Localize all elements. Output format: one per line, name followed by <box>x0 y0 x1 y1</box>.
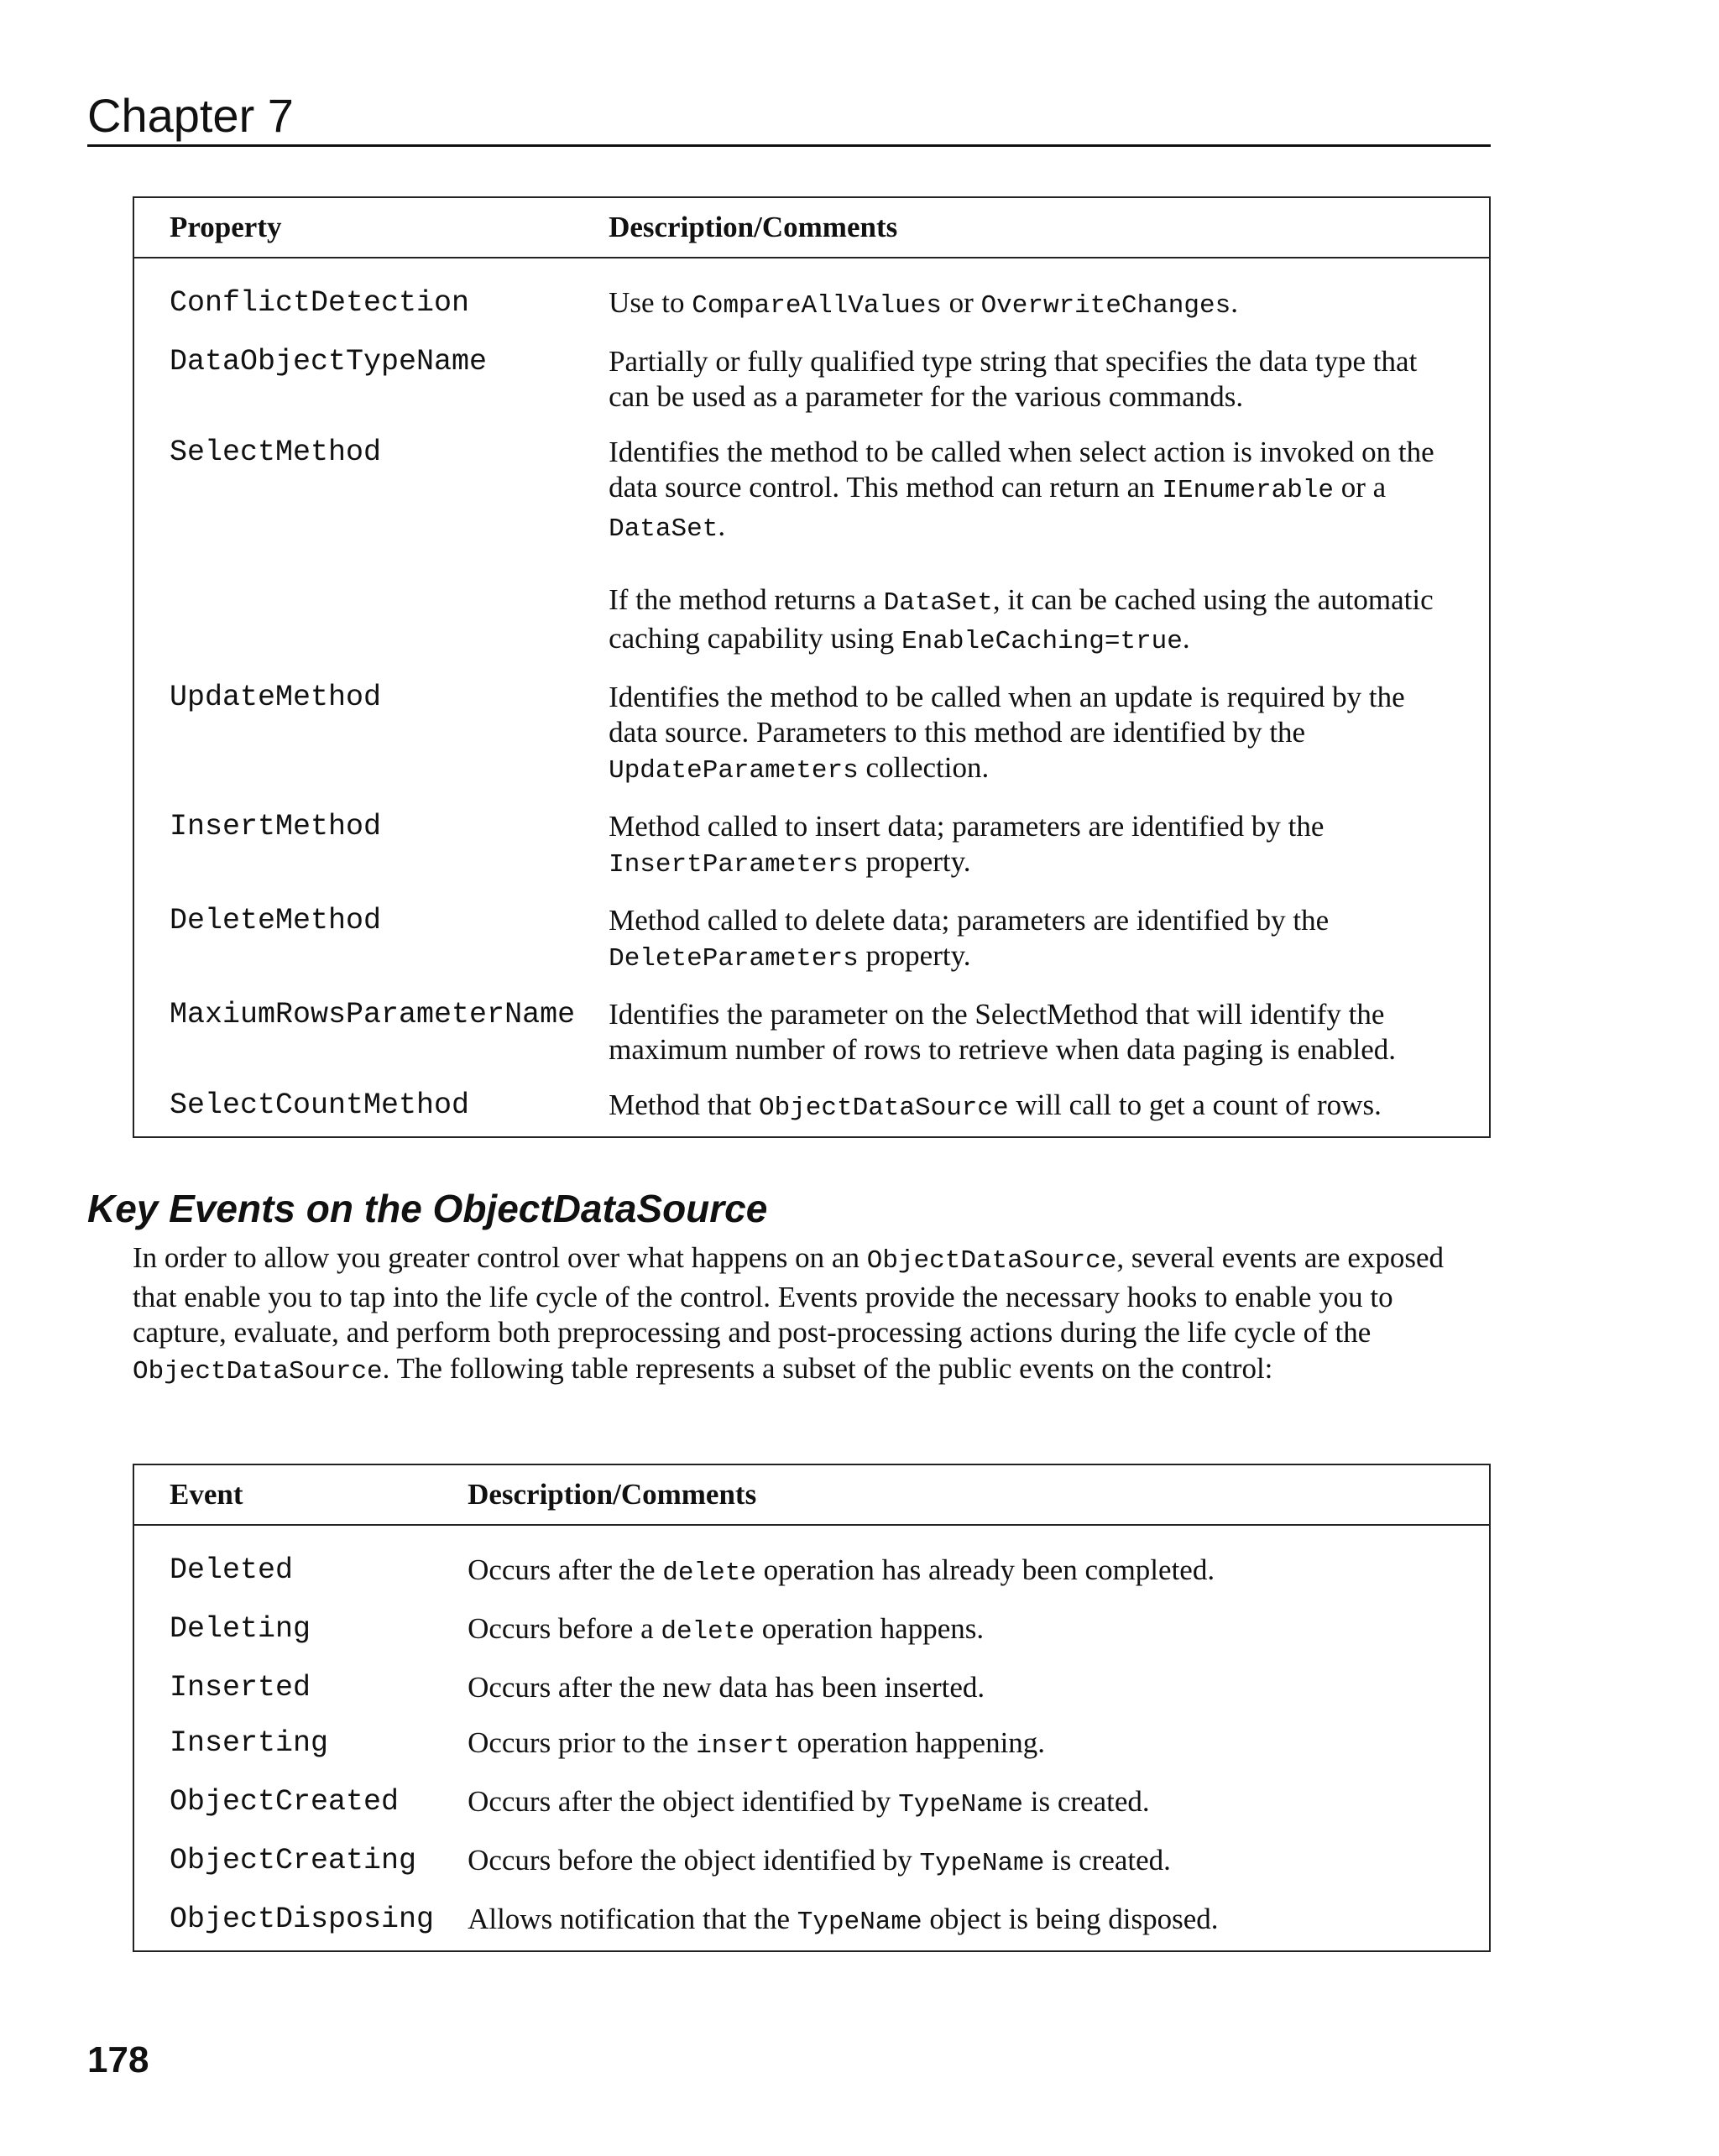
event-description: Occurs before a delete operation happens. <box>468 1612 985 1647</box>
chapter-header <box>87 84 1491 147</box>
table-row <box>133 997 1490 1088</box>
property-name: UpdateMethod <box>170 681 382 714</box>
column-header-description: Description/Comments <box>609 197 1490 258</box>
table-row <box>133 1843 1490 1902</box>
table-row <box>133 344 1490 435</box>
event-description: Occurs after the object identified by TypeName is created. <box>468 1785 1150 1819</box>
properties-table-header <box>133 197 1490 258</box>
property-name: ConflictDetection <box>170 286 470 320</box>
property-name: SelectMethod <box>170 436 382 469</box>
event-name: Deleting <box>170 1612 311 1646</box>
column-header-event: Event <box>133 1464 468 1525</box>
event-description: Occurs after the delete operation has already been completed. <box>468 1553 1215 1588</box>
event-description: Occurs prior to the insert operation happening. <box>468 1726 1046 1761</box>
property-description: Identifies the method to be called when select action is invoked on the data source control. This method can return an IEnumerable or a DataSet. If the method returns a DataSet, it can be cached using the automatic caching capability using EnableCaching=true. <box>609 435 1490 680</box>
property-description: Partially or fully qualified type string that specifies the data type that can be used as a parameter for the various commands. <box>609 345 1418 413</box>
table-row <box>133 258 1490 344</box>
property-description: Use to CompareAllValues or OverwriteChanges. <box>609 286 1238 321</box>
table-row <box>133 1611 1490 1670</box>
property-description: Method called to delete data; parameters are identified by the DeleteParameters property. <box>609 904 1330 974</box>
table-row <box>133 903 1490 997</box>
property-description: Identifies the method to be called when an update is required by the data source. Parameters to this method are identified by the UpdateParameters collection. <box>609 681 1405 786</box>
property-name: MaxiumRowsParameterName <box>170 998 576 1031</box>
event-description: Occurs before the object identified by TypeName is created. <box>468 1844 1171 1878</box>
column-header-description: Description/Comments <box>468 1464 1490 1525</box>
event-description: Occurs after the new data has been inserted. <box>468 1671 985 1704</box>
property-description: Method called to insert data; parameters are identified by the InsertParameters property. <box>609 810 1325 880</box>
body-paragraph: In order to allow you greater control over what happens on an ObjectDataSource, several events are exposed that enable you to tap into the life cycle of the control. Events provide the necessary hooks to enable you to capture, evaluate, and perform both preprocessing and post-processing actions during the life cycle of the ObjectDataSource. The following table represents a subset of the public events on the control: <box>133 1241 1445 1386</box>
event-name: Inserted <box>170 1671 311 1704</box>
table-row <box>133 1725 1490 1784</box>
table-row <box>133 435 1490 680</box>
properties-table <box>133 196 1491 1138</box>
event-name: Inserting <box>170 1726 329 1760</box>
table-row <box>133 1784 1490 1843</box>
property-description: Method that ObjectDataSource will call to get a count of rows. <box>609 1088 1382 1123</box>
property-description: Identifies the parameter on the SelectMethod that will identify the maximum number of rows to retrieve when data paging is enabled. <box>609 998 1397 1066</box>
table-row <box>133 1088 1490 1137</box>
event-name: ObjectCreating <box>170 1844 417 1877</box>
table-row <box>133 1525 1490 1611</box>
event-description: Allows notification that the TypeName object is being disposed. <box>468 1903 1219 1937</box>
section-heading: Key Events on the ObjectDataSource <box>87 1187 768 1230</box>
chapter-title: Chapter 7 <box>87 89 294 142</box>
property-description-note: If the method returns a DataSet, it can be cached using the automatic caching capability using EnableCaching=true. <box>609 583 1434 656</box>
property-name: InsertMethod <box>170 810 382 843</box>
property-name: SelectCountMethod <box>170 1088 470 1122</box>
events-table <box>133 1464 1491 1952</box>
table-row <box>133 1670 1490 1725</box>
table-row <box>133 1902 1490 1951</box>
event-name: ObjectDisposing <box>170 1903 435 1936</box>
event-name: Deleted <box>170 1553 294 1587</box>
page-number: 178 <box>87 2039 149 2080</box>
events-table-header <box>133 1464 1490 1525</box>
property-name: DeleteMethod <box>170 904 382 937</box>
table-row <box>133 809 1490 903</box>
property-name: DataObjectTypeName <box>170 345 488 378</box>
event-name: ObjectCreated <box>170 1785 400 1819</box>
column-header-property: Property <box>133 197 609 258</box>
table-row <box>133 680 1490 809</box>
